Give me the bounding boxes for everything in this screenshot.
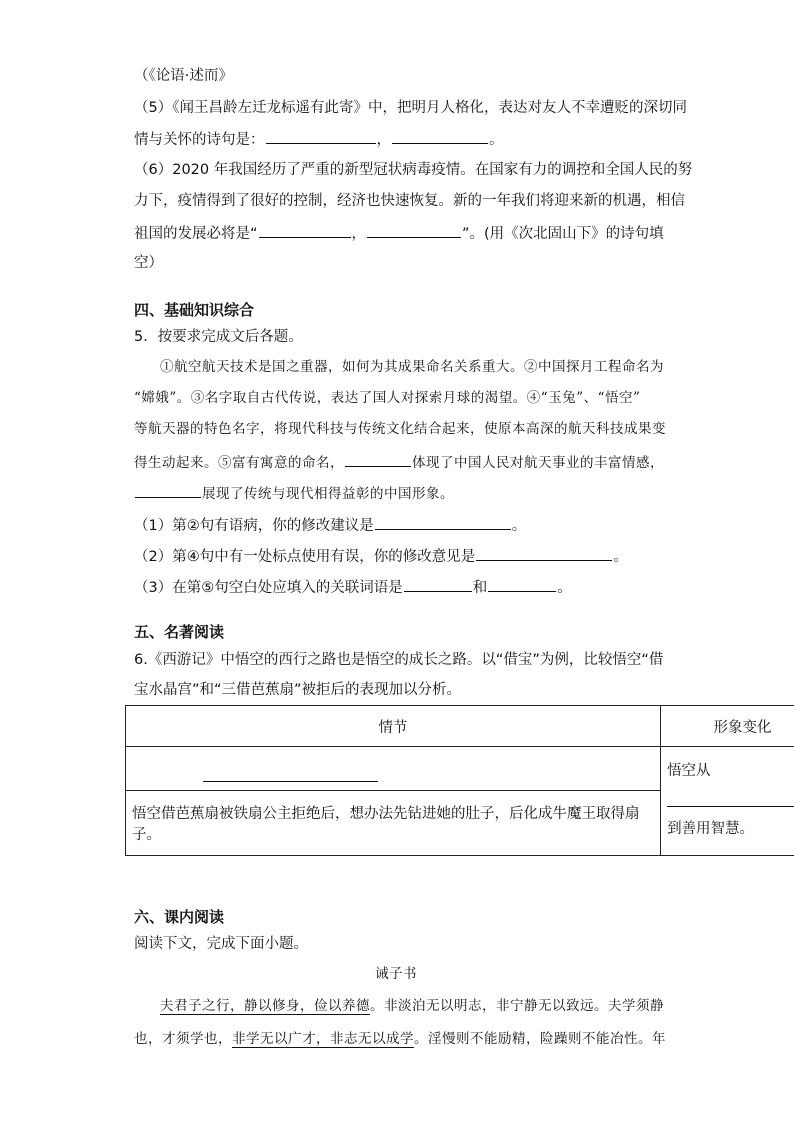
image-change-start: 悟空从	[667, 763, 711, 779]
reading-line-1	[160, 996, 664, 1016]
section-5-heading: 五、名著阅读	[134, 623, 225, 641]
sub-question-2-text: （2）第④句中有一处标点使用有误，你的修改意见是	[134, 549, 476, 565]
sub-question-1-text: （1）第②句有语病，你的修改建议是	[134, 518, 374, 534]
table-cell-plot-fan: 悟空借芭蕉扇被铁扇公主拒绝后，想办法先钻进她的肚子，后化成牛魔王取得扇子。	[126, 791, 661, 856]
comparison-table	[125, 705, 794, 856]
section-4-heading: 四、基础知识综合	[134, 301, 255, 319]
reading-text: 。非淡泊无以明志，非宁静无以致远。夫学须静	[370, 998, 664, 1014]
table-cell-image-change	[661, 747, 794, 856]
image-change-end: 到善用智慧。	[667, 821, 755, 837]
question-5-line-1: （5）《闻王昌龄左迁龙标遥有此寄》中，把明月人格化，表达对友人不幸遭贬的深切同	[134, 100, 687, 116]
question-6-prompt: 祖国的发展必将是“	[134, 226, 258, 242]
question-6-tail: ”。(用《次北固山下》的诗句填	[462, 226, 664, 242]
table-header-image-change: 形象变化	[661, 706, 794, 747]
separator: ，	[351, 226, 367, 242]
question-6-stem-line-2: 宝水晶宫”和“三借芭蕉扇”被拒后的表现加以分析。	[134, 682, 462, 698]
answer-blank[interactable]	[667, 796, 794, 807]
reading-text: 。淫慢则不能励精，险躁则不能冶性。年	[414, 1031, 666, 1047]
question-6-line-4: 空）	[134, 255, 163, 271]
passage-line: 等航天器的特色名字，将现代科技与传统文化结合起来，使原本高深的航天科技成果变	[134, 421, 666, 437]
end-mark: 。	[613, 549, 628, 565]
question-5-stem: 5．按要求完成文后各题。	[134, 329, 303, 345]
reading-instruction: 阅读下文，完成下面小题。	[134, 936, 308, 952]
underlined-phrase: 夫君子之行，静以修身，俭以养德	[160, 998, 370, 1014]
question-6-line-1: （6）2020 年我国经历了严重的新型冠状病毒疫情。在国家有力的调控和全国人民的努	[134, 162, 693, 178]
passage-line: “嫦娥”。③名字取自古代传说，表达了国人对探索月球的渴望。④“玉兔”、“悟空”	[134, 390, 641, 406]
separator: ，	[376, 132, 391, 148]
reading-line-2	[134, 1029, 666, 1049]
underlined-phrase: 非学无以广才，非志无以成学	[232, 1031, 414, 1047]
passage-text: 体现了中国人民对航天事业的丰富情感，	[412, 455, 664, 471]
source-citation: （《论语·述而》	[134, 68, 233, 84]
sub-question-3-text: （3）在第⑤句空白处应填入的关联词语是	[134, 580, 403, 596]
end-mark: 。	[489, 132, 504, 148]
section-6-heading: 六、课内阅读	[134, 908, 225, 926]
answer-blank[interactable]	[203, 769, 378, 782]
passage-line: ①航空航天技术是国之重器，如何为其成果命名关系重大。②中国探月工程命名为	[160, 359, 664, 375]
question-5-prompt: 情与关怀的诗句是：	[134, 132, 265, 148]
passage-text: 得生动起来。⑤富有寓意的命名，	[134, 455, 344, 471]
table-header-plot: 情节	[126, 706, 661, 747]
end-mark: 。	[511, 518, 527, 534]
reading-title: 诫子书	[375, 966, 417, 982]
reading-text: 也，才须学也，	[134, 1031, 232, 1047]
passage-text: 展现了传统与现代相得益彰的中国形象。	[202, 486, 454, 502]
end-mark: 。	[557, 580, 572, 596]
conjunction: 和	[472, 580, 488, 596]
table-cell-plot-blank	[126, 747, 661, 791]
question-6-line-2: 力下，疫情得到了很好的控制，经济也快速恢复。新的一年我们将迎来新的机遇，相信	[134, 193, 685, 209]
question-6-stem-line-1: 6.《西游记》中悟空的西行之路也是悟空的成长之路。以“借宝”为例，比较悟空“借	[134, 652, 664, 668]
